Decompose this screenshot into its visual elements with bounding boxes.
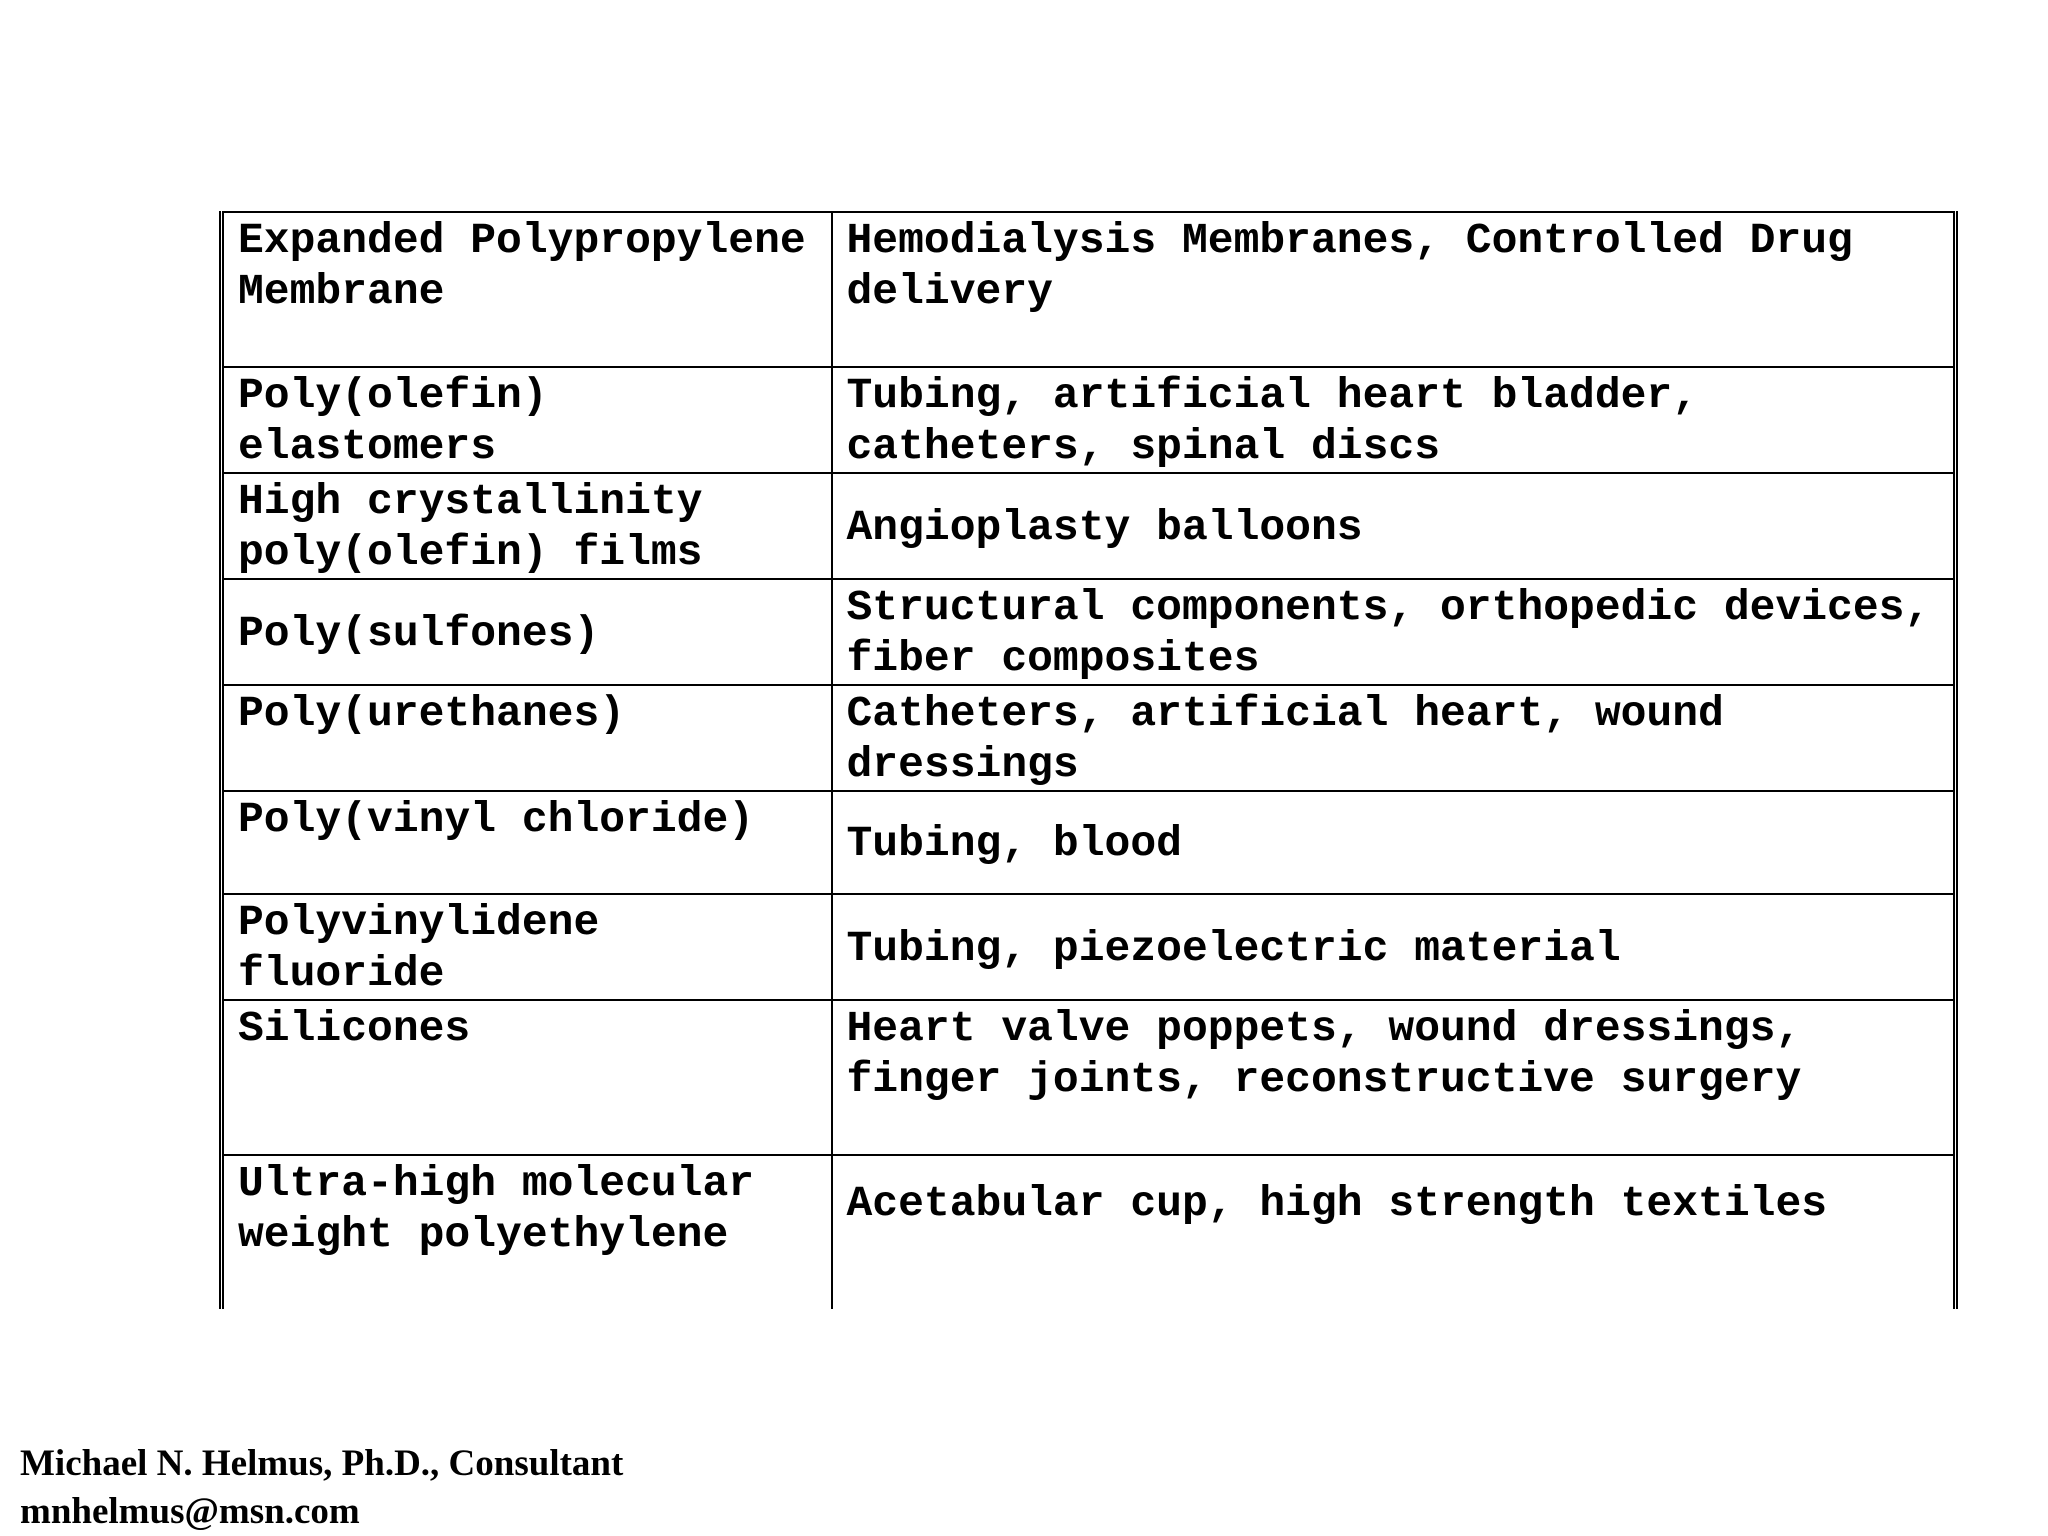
material-cell: Poly(vinyl chloride) xyxy=(222,791,832,894)
material-cell: Poly(urethanes) xyxy=(222,685,832,791)
table-row xyxy=(222,1000,1956,1155)
author-line: Michael N. Helmus, Ph.D., Consultant xyxy=(20,1443,624,1484)
footer-credit xyxy=(20,1440,623,1536)
application-cell: Tubing, blood xyxy=(832,791,1956,894)
table-row xyxy=(222,685,1956,791)
application-cell: Tubing, artificial heart bladder, catheters, spinal discs xyxy=(832,367,1956,473)
application-cell: Tubing, piezoelectric material xyxy=(832,894,1956,1000)
table-row xyxy=(222,473,1956,579)
material-cell: Poly(olefin) elastomers xyxy=(222,367,832,473)
application-cell: Heart valve poppets, wound dressings, finger joints, reconstructive surgery xyxy=(832,1000,1956,1155)
application-cell: Catheters, artificial heart, wound dressings xyxy=(832,685,1956,791)
table-row xyxy=(222,212,1956,367)
application-cell: Angioplasty balloons xyxy=(832,473,1956,579)
material-cell: Poly(sulfones) xyxy=(222,579,832,685)
table-row xyxy=(222,894,1956,1000)
material-cell: Expanded Polypropylene Membrane xyxy=(222,212,832,367)
material-cell: Polyvinylidene fluoride xyxy=(222,894,832,1000)
material-cell: Ultra-high molecular weight polyethylene xyxy=(222,1155,832,1309)
application-cell: Hemodialysis Membranes, Controlled Drug delivery xyxy=(832,212,1956,367)
material-cell: Silicones xyxy=(222,1000,832,1155)
application-cell: Acetabular cup, high strength textiles xyxy=(832,1155,1956,1309)
table-row xyxy=(222,791,1956,894)
table-row xyxy=(222,579,1956,685)
email-line: mnhelmus@msn.com xyxy=(20,1491,360,1532)
table-row xyxy=(222,367,1956,473)
table-row xyxy=(222,1155,1956,1309)
material-cell: High crystallinity poly(olefin) films xyxy=(222,473,832,579)
application-cell: Structural components, orthopedic devices, fiber composites xyxy=(832,579,1956,685)
materials-table xyxy=(219,211,1958,1309)
